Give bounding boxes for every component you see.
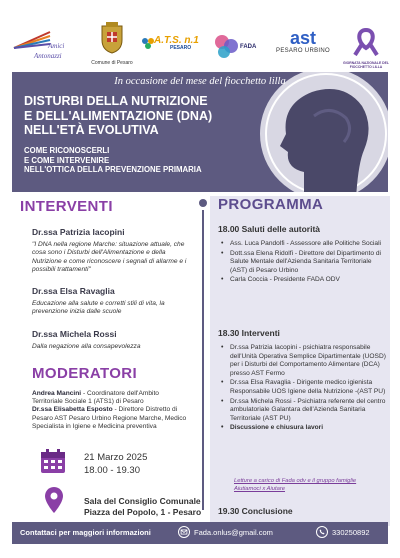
programma-panel <box>198 196 398 526</box>
logo-row <box>0 0 400 68</box>
pesaro-caption: Comune di Pesaro <box>91 60 133 66</box>
ast-sub: PESARO URBINO <box>276 48 330 54</box>
contact-label: Contattaci per maggiori informazioni <box>20 528 151 537</box>
timeline-rule <box>202 210 204 510</box>
moderators-text <box>20 390 188 431</box>
fada-mark-icon <box>212 32 242 62</box>
slot2-list <box>220 344 386 434</box>
moderator-name: Dr.ssa Elisabetta Esposto <box>32 406 113 414</box>
speaker-desc: "I DNA nella regione Marche: situazione attuale, che cosa sono i Disturbi dell'Alimentazione e della Nutrizione e come riconoscere i segnali di allarme e i possibili trattamenti" <box>32 241 187 273</box>
event-subtitle-line: COME RICONOSCERLI <box>24 146 110 155</box>
list-item: • Dr.ssa Elsa Ravaglia - Dirigente medico igienista Responsabile UOS Igiene della Nutrizione -(AST PU) <box>220 379 386 396</box>
moderatori-heading: MODERATORI <box>32 365 138 383</box>
moderator-role: - Coordinatore dell'Ambito Territoriale Sociale 1 (ATS1) di Pesaro <box>32 390 159 406</box>
crest-icon <box>99 22 125 54</box>
event-title-line: NELL'ETÀ EVOLUTIVA <box>24 123 159 137</box>
contact-footer <box>12 522 388 544</box>
list-item: • Carla Coccia - Presidente FADA ODV <box>220 276 386 285</box>
slot1-list <box>220 240 386 286</box>
moderator-role: - Direttore Distretto di Pesaro AST Pesaro Urbino Regione Marche, Medico Specialista in Igiene e Medicina preventiva <box>32 406 187 430</box>
phone-icon <box>316 526 328 538</box>
event-subtitle-line: E COME INTERVENIRE <box>24 155 110 165</box>
fan-icon <box>12 28 52 50</box>
interventi-heading: INTERVENTI <box>20 198 113 215</box>
mail-icon <box>178 526 190 538</box>
antonazzi-text: Antonazzi <box>34 52 62 60</box>
event-time: 18.00 - 19.30 <box>84 465 140 476</box>
program-slot: 18.00 Saluti delle autorità <box>218 224 321 234</box>
event-title <box>24 94 264 138</box>
ats-logo <box>140 32 206 54</box>
speaker-name: Dr.ssa Michela Rossi <box>32 328 117 339</box>
fada-logo <box>212 30 264 64</box>
ats-sub: PESARO <box>170 45 192 51</box>
left-column <box>20 198 188 431</box>
list-item: • Discussione e chiusura lavori <box>220 424 386 433</box>
list-item: • Dr.ssa Patrizia Iacopini - psichiatra responsabile dell'Unità Operativa Semplice Dipartimentale (UOSD) per i Disturbi del Comportamento Alimentare (DCA) presso AST Fermo <box>220 344 386 378</box>
lilac-ribbon-icon <box>349 26 383 56</box>
speaker-name: Dr.ssa Patrizia Iacopini <box>32 227 125 237</box>
comune-pesaro-logo <box>90 22 134 66</box>
event-subtitle-line: NELL'OTTICA DELLA PREVENZIONE PRIMARIA <box>24 165 202 174</box>
list-item: • Dott.ssa Elena Ridolfi - Direttore del Dipartimento di Salute Mentale dell'Azienda Sanitaria Territoriale (AST) di Pesaro Urbino <box>220 250 386 276</box>
ribbon-caption: GIORNATA NAZIONALE DEL FIOCCHETTO LILLA <box>343 61 389 69</box>
ast-logo <box>275 28 331 62</box>
calendar-icon <box>40 448 66 474</box>
speaker-name: Dr.ssa Elsa Ravaglia <box>32 286 115 297</box>
speaker-desc: Dalla negazione alla consapevolezza <box>32 342 141 350</box>
location-pin-icon <box>44 486 64 514</box>
program-slot: 18.30 Interventi <box>218 328 280 338</box>
event-title-line: DISTURBI DELLA NUTRIZIONE <box>24 94 208 108</box>
speaker-desc: Educazione alla salute e corretti stili di vita, la prevenzione inizia dalle scuole <box>32 300 165 316</box>
list-item: • Ass. Luca Pandolfi - Assessore alle Politiche Sociali <box>220 240 386 249</box>
title-banner <box>12 72 388 192</box>
programma-heading: PROGRAMMA <box>218 196 324 213</box>
event-title-line: E DELL'ALIMENTAZIONE (DNA) <box>24 108 213 123</box>
amici-text: Amici <box>48 42 65 50</box>
event-subtitle <box>24 146 304 175</box>
date-block <box>40 448 190 478</box>
event-date: 21 Marzo 2025 <box>84 452 148 463</box>
fiocchetto-lilla-logo <box>338 26 394 69</box>
contact-email[interactable]: Fada.onlus@gmail.com <box>194 528 273 537</box>
contact-phone[interactable]: 330250892 <box>332 528 370 537</box>
footnote: Letture a carico di Fada odv e il gruppo famiglie Aiutiamoci x Aiutare <box>234 478 357 492</box>
timeline-dot <box>199 199 207 207</box>
ast-text: ast <box>289 28 316 48</box>
banner-kicker: In occasione del mese del fiocchetto lilla <box>114 76 286 87</box>
fada-text: FADA <box>240 44 257 50</box>
event-location: Sala del Consiglio Comunale Piazza del Popolo, 1 - Pesaro <box>84 496 202 517</box>
moderator-name: Andrea Mancini <box>32 390 82 398</box>
ats-text: A.T.S. n.1 <box>154 35 199 46</box>
list-item: • Dr.ssa Michela Rossi - Psichiatra referente del centro ambulatoriale Galantara dell'Azienda Sanitaria Territoriale (AST PU) <box>220 398 386 424</box>
program-conclusion: 19.30 Conclusione <box>218 506 293 516</box>
amici-antonazzi-logo <box>12 22 82 66</box>
